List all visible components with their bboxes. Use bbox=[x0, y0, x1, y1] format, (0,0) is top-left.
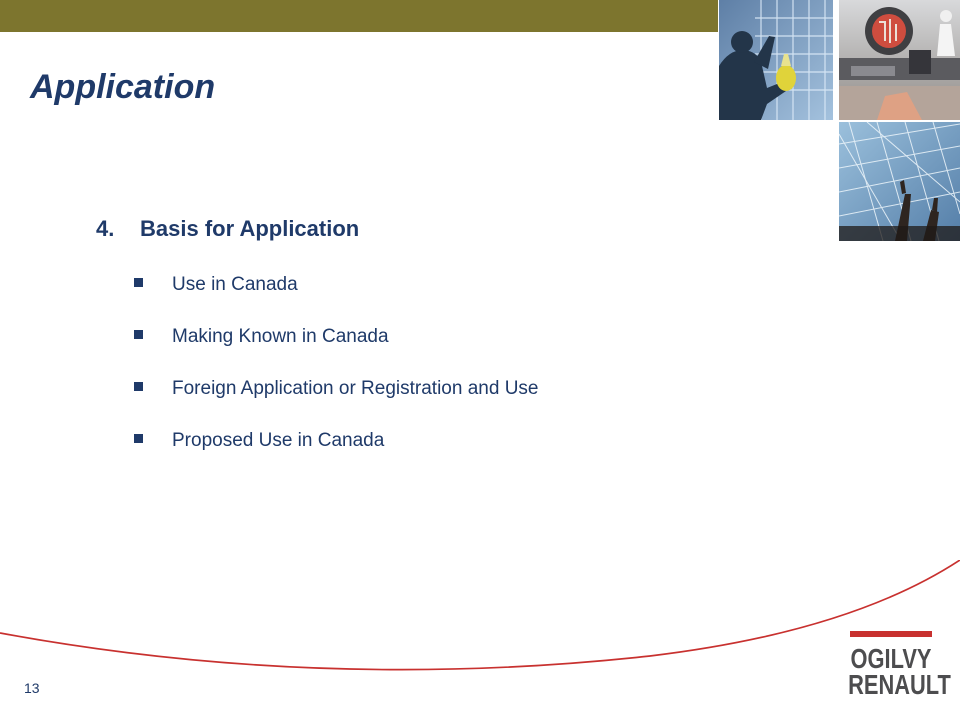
square-bullet-icon bbox=[134, 382, 143, 391]
bullet-list bbox=[132, 273, 538, 481]
bullet-item bbox=[132, 273, 538, 325]
section-number: 4. bbox=[96, 216, 115, 241]
bullet-item bbox=[132, 325, 538, 377]
bullet-label: Use in Canada bbox=[172, 274, 298, 295]
bullet-label: Foreign Application or Registration and Use bbox=[172, 378, 539, 399]
decorative-swoosh bbox=[0, 560, 960, 680]
section-heading-text: Basis for Application bbox=[140, 216, 360, 241]
accent-header-bar bbox=[0, 0, 718, 32]
square-bullet-icon bbox=[134, 434, 143, 443]
circuit-robot-photo bbox=[839, 0, 960, 120]
section-heading bbox=[96, 216, 359, 242]
lab-scientist-photo bbox=[719, 0, 833, 120]
logo-line-2: RENAULT bbox=[848, 669, 951, 700]
logo-line-1: OGILVY bbox=[850, 643, 932, 674]
ogilvy-renault-logo bbox=[836, 631, 951, 700]
logo-accent-bar bbox=[850, 631, 932, 637]
geodesic-dome-photo bbox=[839, 122, 960, 241]
swoosh-curve bbox=[0, 560, 960, 670]
bullet-item bbox=[132, 377, 538, 429]
bullet-label: Making Known in Canada bbox=[172, 326, 389, 347]
slide-title: Application bbox=[30, 68, 216, 106]
bullet-label: Proposed Use in Canada bbox=[172, 430, 385, 451]
square-bullet-icon bbox=[134, 278, 143, 287]
page-number: 13 bbox=[24, 680, 40, 696]
square-bullet-icon bbox=[134, 330, 143, 339]
bullet-item bbox=[132, 429, 538, 481]
